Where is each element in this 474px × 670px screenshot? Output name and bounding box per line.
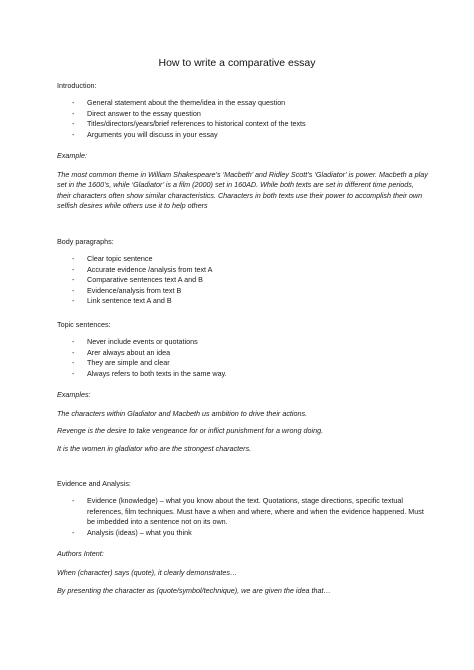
list-item: - Analysis (ideas) – what you think [57,528,429,539]
introduction-example-text: The most common theme in William Shakespeare’s ‘Macbeth’ and Ridley Scott’s ‘Gladiator’ is power. Macbeth a play set in the 1600’s, while ‘Gladiator’ is a film (2000) set in 160AD. While both texts are set in different time periods, their characters often show similar characteristics. Characters in both texts use their power to accomplish their own selfish desires while others use it to help others [57,170,428,211]
topic-example-2: Revenge is the desire to take vengeance for or inflict punishment for a wrong doing. [57,426,324,435]
evidence-list [57,496,429,538]
list-item: - Titles/directors/years/brief references to historical context of the texts [57,119,429,130]
body-heading: Body paragraphs: [57,237,114,246]
introduction-example-label: Example: [57,151,87,160]
list-item: - Evidence/analysis from text B [57,286,429,297]
topic-examples-label: Examples: [57,390,91,399]
topic-list [57,337,429,379]
list-item: - Comparative sentences text A and B [57,275,429,286]
body-list [57,254,429,307]
topic-example-3: It is the women in gladiator who are the strongest characters. [57,444,252,453]
body-list-block [57,254,429,307]
list-item: - Arguments you will discuss in your essay [57,130,429,141]
introduction-heading: Introduction: [57,81,97,90]
list-item: - Evidence (knowledge) – what you know about the text. Quotations, stage directions, specific textual references, film techniques. Must have a when and where, where and when the evidence happened. Must be imbedded into a sentence not on its own. [57,496,429,528]
list-item: - General statement about the theme/idea in the essay question [57,98,429,109]
list-item: - Always refers to both texts in the same way. [57,369,429,380]
list-item: - Link sentence text A and B [57,296,429,307]
evidence-list-block [57,496,429,538]
list-item: - Clear topic sentence [57,254,429,265]
introduction-list [57,98,429,140]
authors-intent-2: By presenting the character as (quote/symbol/technique), we are given the idea that… [57,586,331,595]
list-item: - They are simple and clear [57,358,429,369]
list-item: - Accurate evidence /analysis from text A [57,265,429,276]
authors-intent-label: Authors Intent: [57,549,104,558]
evidence-heading: Evidence and Analysis: [57,479,131,488]
introduction-list-block [57,98,429,140]
list-item: - Never include events or quotations [57,337,429,348]
authors-intent-1: When (character) says (quote), it clearly demonstrates… [57,568,238,577]
list-item: - Arer always about an idea [57,348,429,359]
topic-list-block [57,337,429,379]
topic-example-1: The characters within Gladiator and Macbeth us ambition to drive their actions. [57,409,308,418]
topic-heading: Topic sentences: [57,320,111,329]
list-item: - Direct answer to the essay question [57,109,429,120]
page-title: How to write a comparative essay [158,57,316,69]
